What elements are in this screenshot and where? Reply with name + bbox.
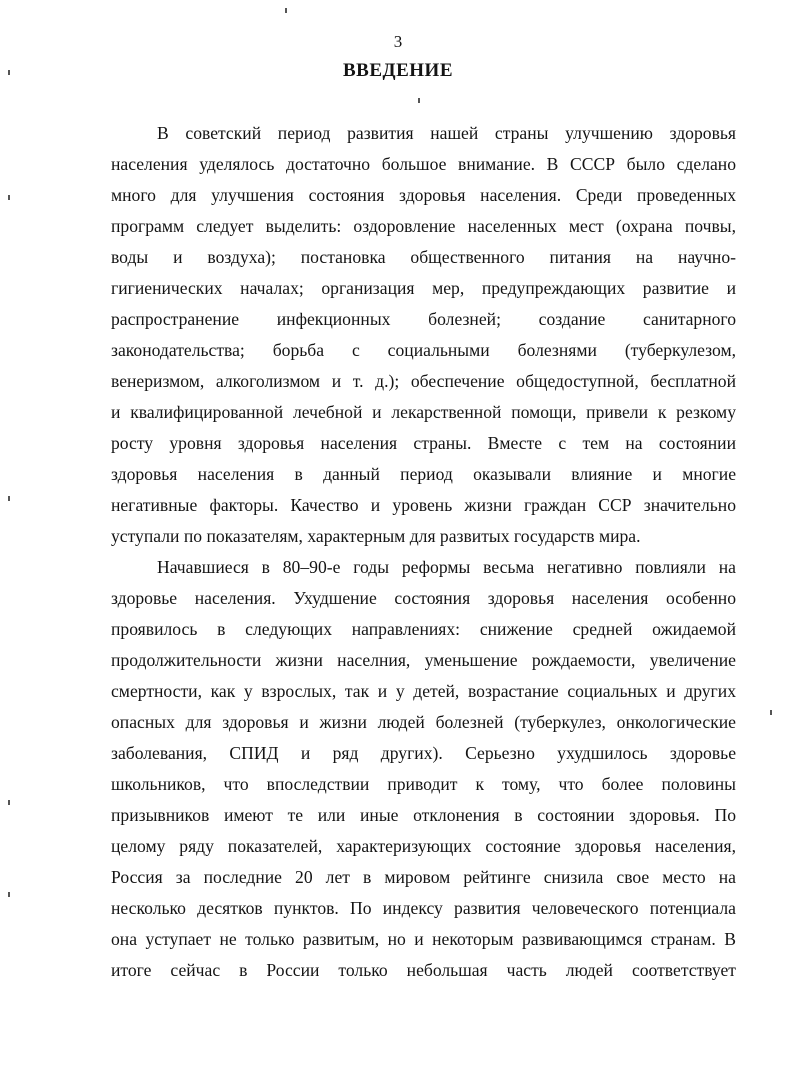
- scan-speck: [8, 800, 10, 805]
- text-line: уступали по показателям, характерным для развитых государств мира.: [111, 526, 641, 546]
- section-heading: ВВЕДЕНИЕ: [343, 60, 453, 81]
- paragraph-1: [111, 118, 736, 552]
- text-line: целому ряду показателей, характеризующих состояние здоровья населения,: [111, 836, 736, 856]
- paragraph-2: [111, 552, 736, 986]
- text-line: воды и воздуха); постановка общественного питания на научно-: [111, 247, 736, 267]
- page-number: 3: [393, 32, 403, 51]
- scan-speck: [8, 496, 10, 501]
- scan-speck: [8, 195, 10, 200]
- text-line: В советский период развития нашей страны улучшению здоровья: [157, 123, 736, 143]
- text-line: она уступает не только развитым, но и некоторым развивающимся странам. В: [111, 929, 736, 949]
- text-line: заболевания, СПИД и ряд других). Серьезно ухудшилось здоровье: [111, 743, 736, 763]
- text-line: итоге сейчас в России только небольшая часть людей соответствует: [111, 960, 736, 980]
- text-line: программ следует выделить: оздоровление населенных мест (охрана почвы,: [111, 216, 736, 236]
- text-line: школьников, что впоследствии приводит к тому, что более половины: [111, 774, 736, 794]
- text-line: законодательства; борьба с социальными болезнями (туберкулезом,: [111, 340, 736, 360]
- text-line: продолжительности жизни населния, уменьшение рождаемости, увеличение: [111, 650, 736, 670]
- scan-speck: [418, 98, 420, 103]
- text-line: смертности, как у взрослых, так и у детей, возрастание социальных и других: [111, 681, 736, 701]
- text-line: и квалифицированной лечебной и лекарственной помощи, привели к резкому: [111, 402, 736, 422]
- scan-speck: [770, 710, 772, 715]
- body-text: [111, 118, 736, 986]
- scan-speck: [285, 8, 287, 13]
- text-line: гигиенических началах; организация мер, предупреждающих развитие и: [111, 278, 736, 298]
- text-line: много для улучшения состояния здоровья населения. Среди проведенных: [111, 185, 736, 205]
- text-line: венеризмом, алкоголизмом и т. д.); обеспечение общедоступной, бесплатной: [111, 371, 736, 391]
- text-line: здоровье населения. Ухудшение состояния здоровья населения особенно: [111, 588, 736, 608]
- text-line: опасных для здоровья и жизни людей болезней (туберкулез, онкологические: [111, 712, 736, 732]
- scan-speck: [8, 70, 10, 75]
- text-line: призывников имеют те или иные отклонения в состоянии здоровья. По: [111, 805, 736, 825]
- text-line: здоровья населения в данный период оказывали влияние и многие: [111, 464, 736, 484]
- text-line: Начавшиеся в 80–90-е годы реформы весьма негативно повлияли на: [157, 557, 736, 577]
- text-line: Россия за последние 20 лет в мировом рейтинге снизила свое место на: [111, 867, 736, 887]
- text-line: проявилось в следующих направлениях: снижение средней ожидаемой: [111, 619, 736, 639]
- text-line: росту уровня здоровья населения страны. Вместе с тем на состоянии: [111, 433, 736, 453]
- text-line: несколько десятков пунктов. По индексу развития человеческого потенциала: [111, 898, 736, 918]
- text-line: негативные факторы. Качество и уровень жизни граждан ССР значительно: [111, 495, 736, 515]
- text-line: населения уделялось достаточно большое внимание. В СССР было сделано: [111, 154, 736, 174]
- scan-speck: [8, 892, 10, 897]
- text-line: распространение инфекционных болезней; создание санитарного: [111, 309, 736, 329]
